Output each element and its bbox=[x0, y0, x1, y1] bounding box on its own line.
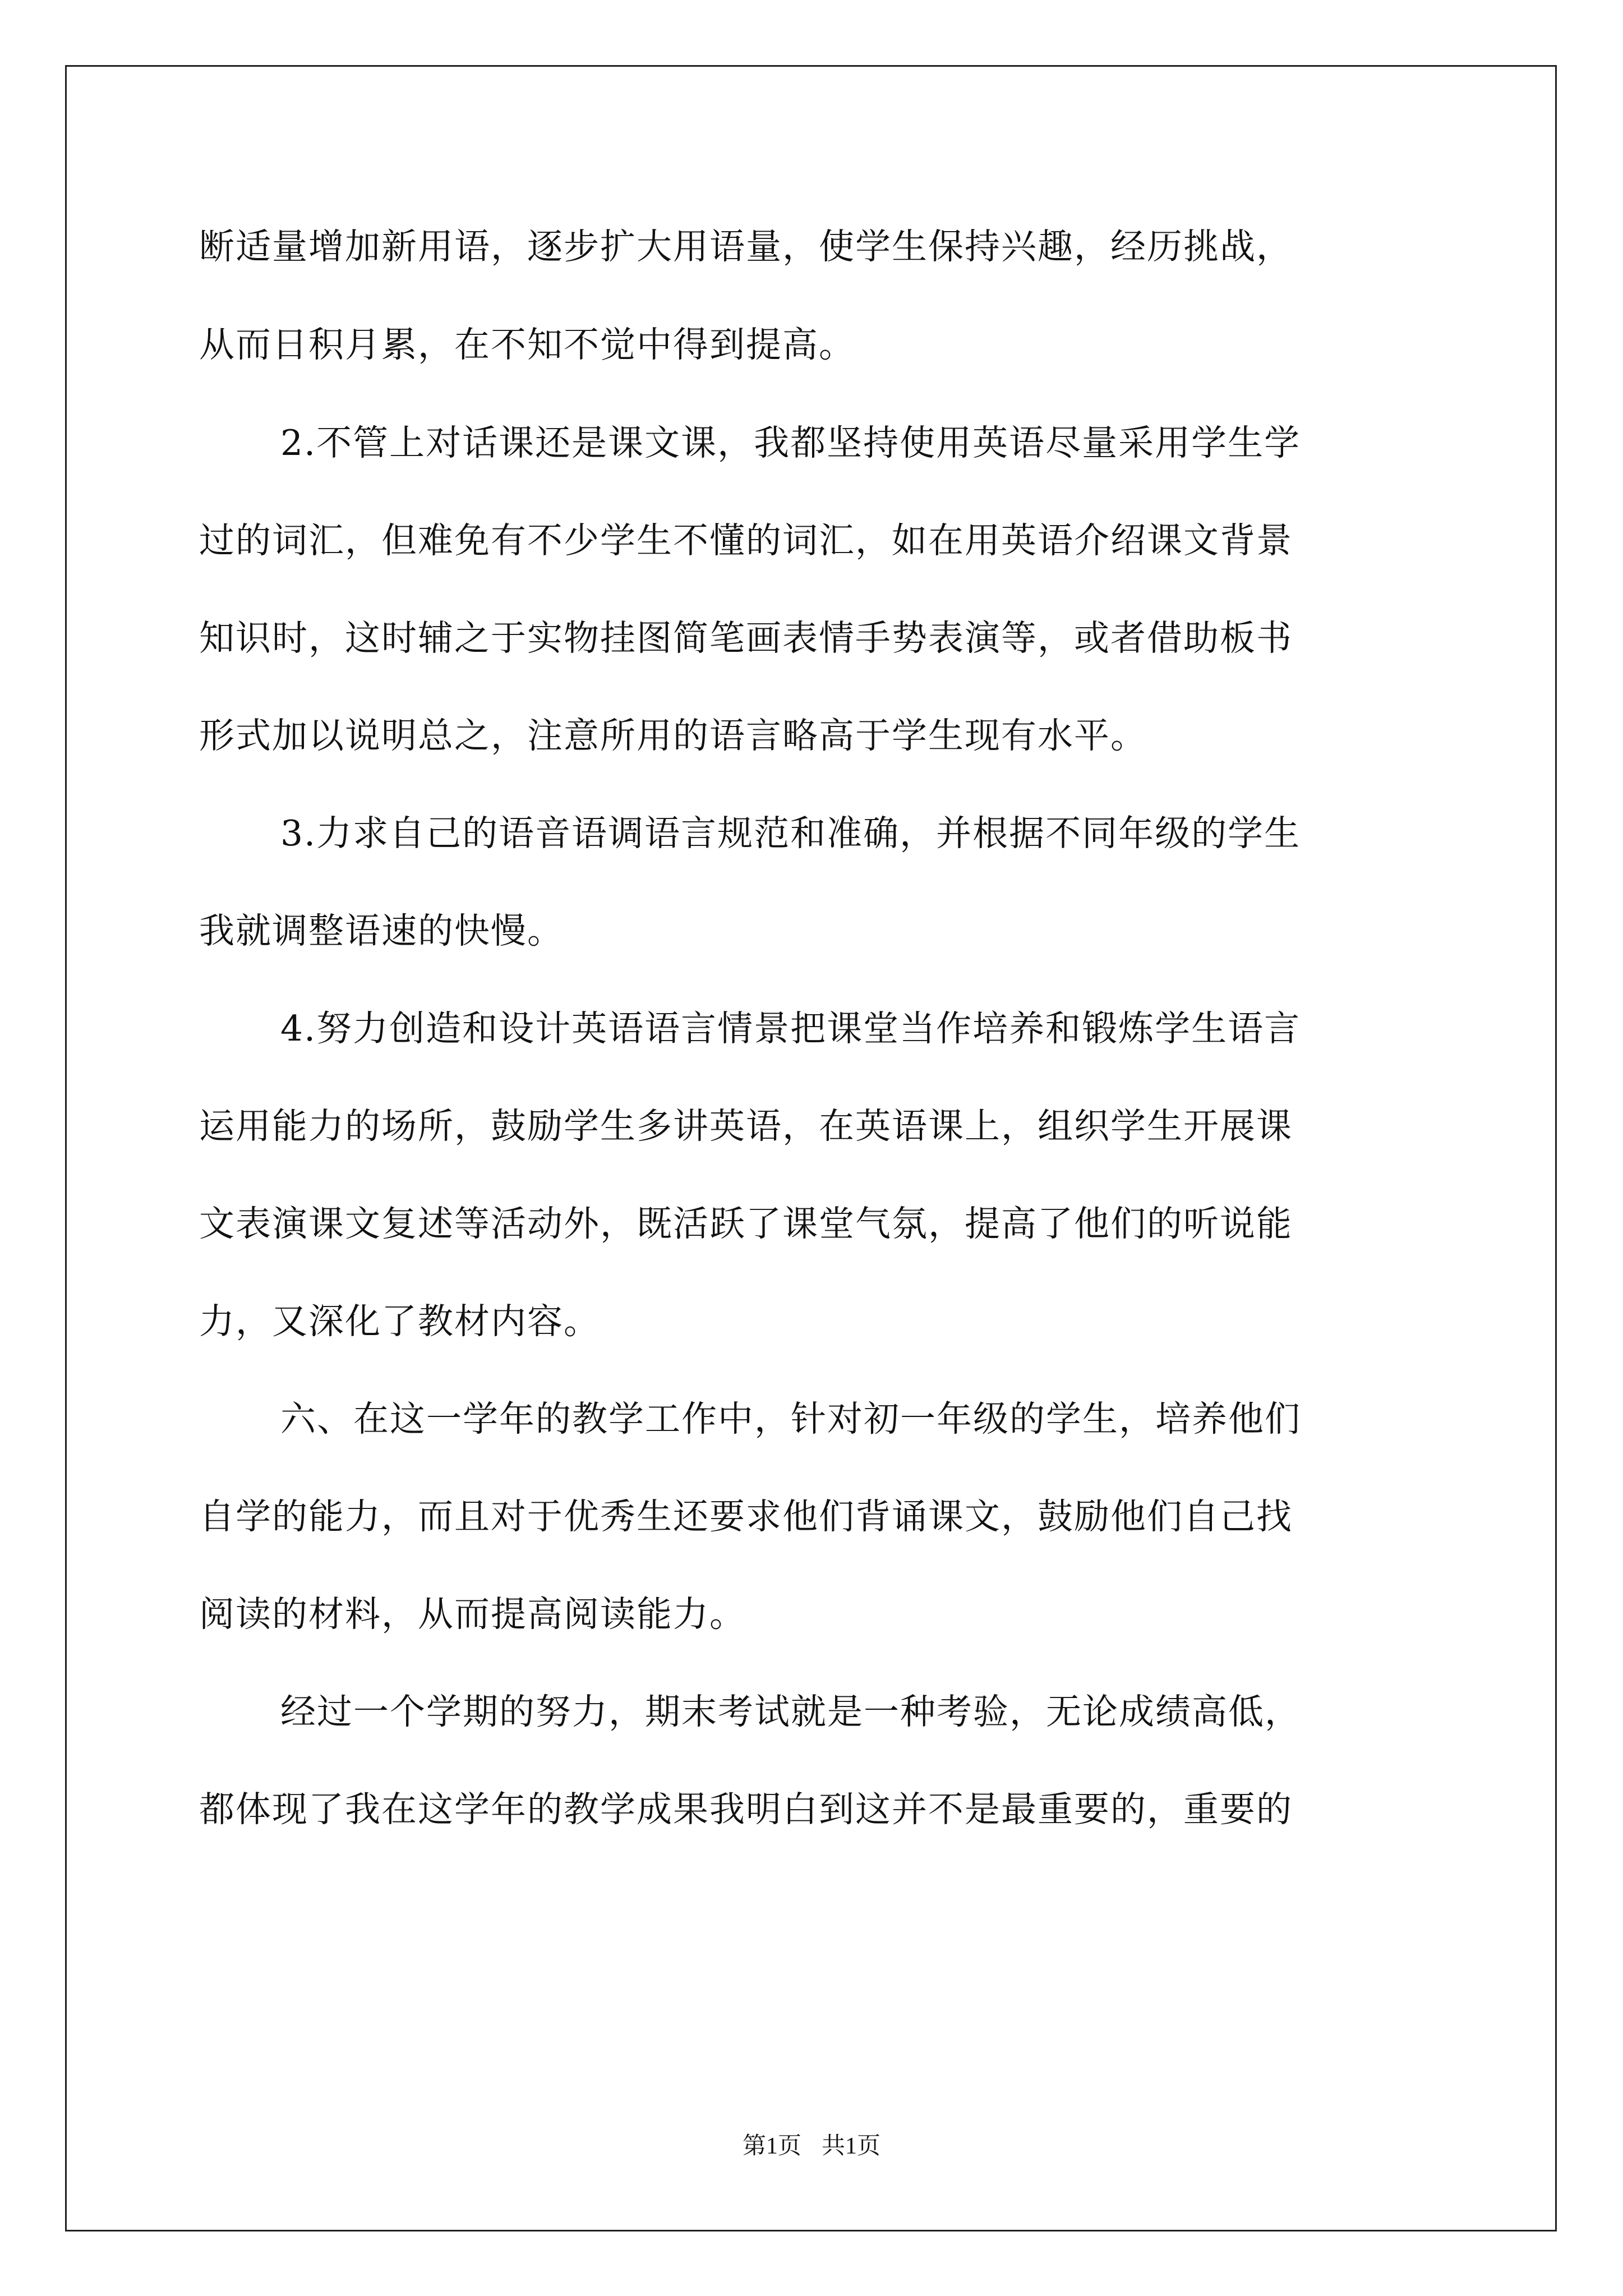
text-line: 我就调整语速的快慢。 bbox=[199, 910, 564, 951]
text-line: 自学的能力，而且对于优秀生还要求他们背诵课文，鼓励他们自己找 bbox=[199, 1496, 1293, 1537]
paragraph-start-line: 经过一个学期的努力，期末考试就是一种考验，无论成绩高低， bbox=[280, 1691, 1301, 1732]
text-line: 文表演课文复述等活动外，既活跃了课堂气氛，提高了他们的听说能 bbox=[199, 1203, 1293, 1244]
paragraph-start-line: 3.力求自己的语音语调语言规范和准确，并根据不同年级的学生 bbox=[280, 813, 1301, 854]
page-total: 共1页 bbox=[822, 2133, 881, 2159]
text-line: 从而日积月累，在不知不觉中得到提高。 bbox=[199, 324, 855, 365]
paragraph-start-line: 2.不管上对话课还是课文课，我都坚持使用英语尽量采用学生学 bbox=[280, 422, 1301, 463]
paragraph-start-line: 4.努力创造和设计英语语言情景把课堂当作培养和锻炼学生语言 bbox=[280, 1008, 1301, 1049]
text-line: 运用能力的场所，鼓励学生多讲英语，在英语课上，组织学生开展课 bbox=[199, 1106, 1293, 1147]
text-line: 都体现了我在这学年的教学成果我明白到这并不是最重要的，重要的 bbox=[199, 1789, 1293, 1830]
paragraph-start-line: 六、在这一学年的教学工作中，针对初一年级的学生，培养他们 bbox=[280, 1398, 1301, 1439]
text-line: 阅读的材料，从而提高阅读能力。 bbox=[199, 1594, 746, 1635]
text-line: 力，又深化了教材内容。 bbox=[199, 1301, 600, 1342]
text-line: 知识时，这时辅之于实物挂图简笔画表情手势表演等，或者借助板书 bbox=[199, 618, 1293, 659]
page-number: 第1页 bbox=[742, 2133, 801, 2159]
text-line: 形式加以说明总之，注意所用的语言略高于学生现有水平。 bbox=[199, 715, 1147, 756]
text-line: 过的词汇，但难免有不少学生不懂的词汇，如在用英语介绍课文背景 bbox=[199, 520, 1293, 561]
text-line: 断适量增加新用语，逐步扩大用语量，使学生保持兴趣，经历挑战， bbox=[199, 226, 1293, 267]
page-footer bbox=[0, 2131, 1623, 2162]
